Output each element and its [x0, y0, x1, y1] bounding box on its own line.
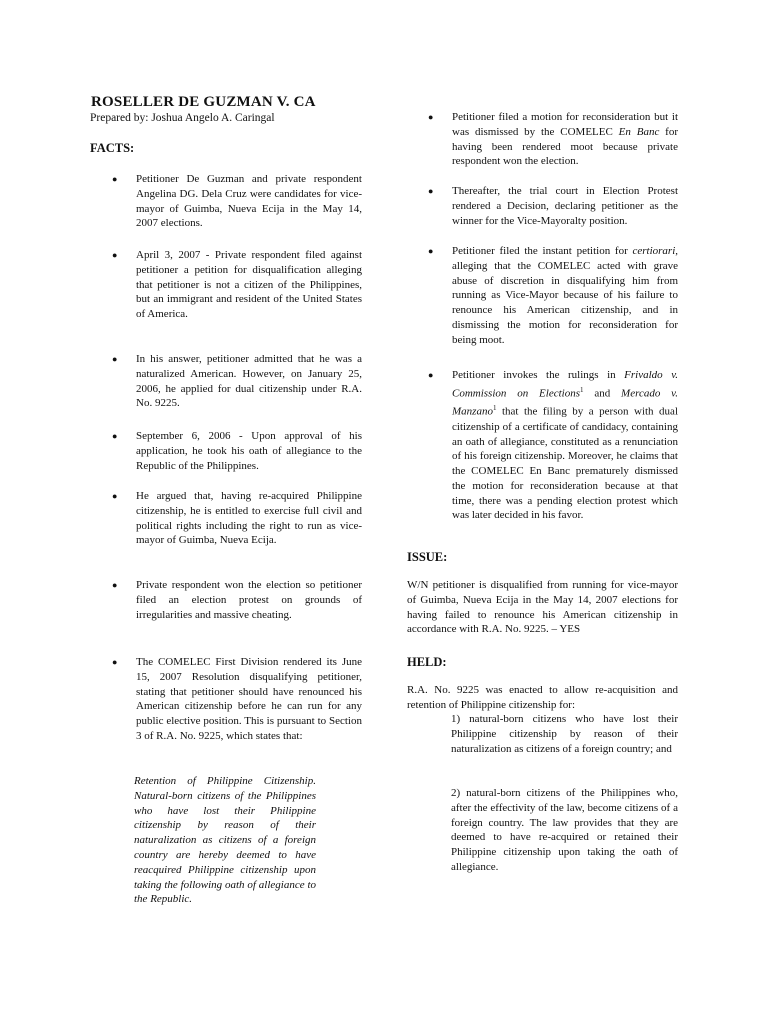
- fact-item: [112, 248, 362, 322]
- bullet-icon: ●: [428, 112, 434, 122]
- statute-quote: Retention of Philippine Citizenship. Natural-born citizens of the Philippines who have lost their Philippine citizenship by reason of their naturalization as citizens of a foreign country are hereby deemed to have reacquired Philippine citizenship upon taking the following oath of allegiance to the Republic.: [134, 775, 316, 906]
- fact-text: In his answer, petitioner admitted that he was a naturalized American. However, on January 25, 2006, he applied for dual citizenship under R.A. No. 9225.: [136, 353, 362, 410]
- fact-item: ● Petitioner filed the instant petition for certiorari, alleging that the COMELEC acted with grave abuse of discretion in disqualifying him from running as Vice-Mayor because of his failure to renounce his American citizenship, and in dismissing the motion for reconsideration for being moot.: [428, 245, 678, 346]
- fact-item: [112, 172, 362, 231]
- bullet-icon: ●: [112, 657, 118, 667]
- fact-item: [112, 578, 362, 622]
- fact-text: April 3, 2007 - Private respondent filed against petitioner a petition for disqualification alleging that petitioner is not a citizen of the Philippines, but an immigrant and resident of the United States of America.: [136, 249, 362, 321]
- footnote-ref[interactable]: 1: [492, 404, 497, 413]
- footnote-ref[interactable]: 1: [580, 385, 584, 394]
- held-item: 2) natural-born citizens of the Philippines who, after the effectivity of the law, become citizens of a foreign country. The law provides that they are deemed to have re-acquired or retained their Philippine citizenship upon taking the oath of allegiance.: [451, 787, 678, 873]
- fact-item: [112, 429, 362, 473]
- fact-text: Private respondent won the election so petitioner filed an election protest on grounds of irregularities and massive cheating.: [136, 579, 362, 621]
- bullet-icon: ●: [428, 186, 434, 196]
- bullet-icon: ●: [428, 370, 434, 380]
- fact-item: ● Thereafter, the trial court in Election Protest rendered a Decision, declaring petitioner as the winner for the Vice-Mayoralty position.: [428, 185, 678, 227]
- held-intro: R.A. No. 9225 was enacted to allow re-acquisition and retention of Philippine citizenship for:: [407, 684, 678, 711]
- fact-item: [112, 352, 362, 411]
- bullet-icon: ●: [112, 354, 118, 364]
- issue-heading: ISSUE:: [407, 550, 448, 564]
- bullet-icon: ●: [112, 580, 118, 590]
- bullet-icon: ●: [112, 491, 118, 501]
- fact-item: ● Petitioner filed a motion for reconsideration but it was dismissed by the COMELEC En Banc for having been rendered moot because private respondent won the election.: [428, 111, 678, 168]
- held-heading: HELD:: [407, 655, 447, 669]
- document-title: ROSELLER DE GUZMAN V. CA: [91, 94, 316, 110]
- bullet-icon: ●: [428, 246, 434, 256]
- bullet-icon: ●: [112, 174, 118, 184]
- fact-text: He argued that, having re-acquired Philippine citizenship, he is entitled to exercise full civil and political rights including the right to run as vice-mayor of Guimba, Nueva Ecija.: [136, 490, 362, 547]
- bullet-icon: ●: [112, 431, 118, 441]
- facts-heading: FACTS:: [90, 141, 135, 155]
- fact-item: [112, 655, 362, 744]
- case-citation-link: Frivaldo v. Commission on Elections: [452, 369, 679, 400]
- fact-text: The COMELEC First Division rendered its June 15, 2007 Resolution disqualifying petitioner, stating that petitioner should have renounced his American citizenship before he can run for any public elective position. This is pursuant to Section 3 of R.A. No. 9225, which states that:: [136, 656, 362, 742]
- fact-text: Petitioner De Guzman and private respondent Angelina DG. Dela Cruz were candidates for vice-mayor of Guimba, Nueva Ecija in the May 14, 2007 elections.: [136, 173, 362, 230]
- bullet-icon: ●: [112, 250, 118, 260]
- fact-text: September 6, 2006 - Upon approval of his application, he took his oath of allegiance to the Republic of the Philippines.: [136, 430, 362, 472]
- fact-item: ● Petitioner invokes the rulings in Frivaldo v. Commission on Elections$^1$ and Mercado v. Manzano$^1$ that the filing by a person with dual citizenship of a certificate of candidacy, containing an oath of allegiance, constituted as a renunciation of his foreign citizenship. Moreover, he claims that the COMELEC En Banc prematurely dismissed the motion for reconsideration because at that time, there was a pending election protest which was later decided in his favor.: [428, 369, 679, 522]
- prepared-by: Prepared by: Joshua Angelo A. Caringal: [90, 112, 275, 124]
- fact-item: [112, 489, 362, 548]
- case-citation-link: Mercado v. Manzano: [452, 387, 678, 418]
- held-item: 1) natural-born citizens who have lost their Philippine citizenship by reason of their naturalization as citizens of a foreign country; and: [451, 713, 678, 755]
- issue-text: W/N petitioner is disqualified from running for vice-mayor of Guimba, Nueva Ecija in the May 14, 2007 elections for having failed to renounce his American citizenship in accordance with R.A. No. 9225. – YES: [407, 579, 678, 636]
